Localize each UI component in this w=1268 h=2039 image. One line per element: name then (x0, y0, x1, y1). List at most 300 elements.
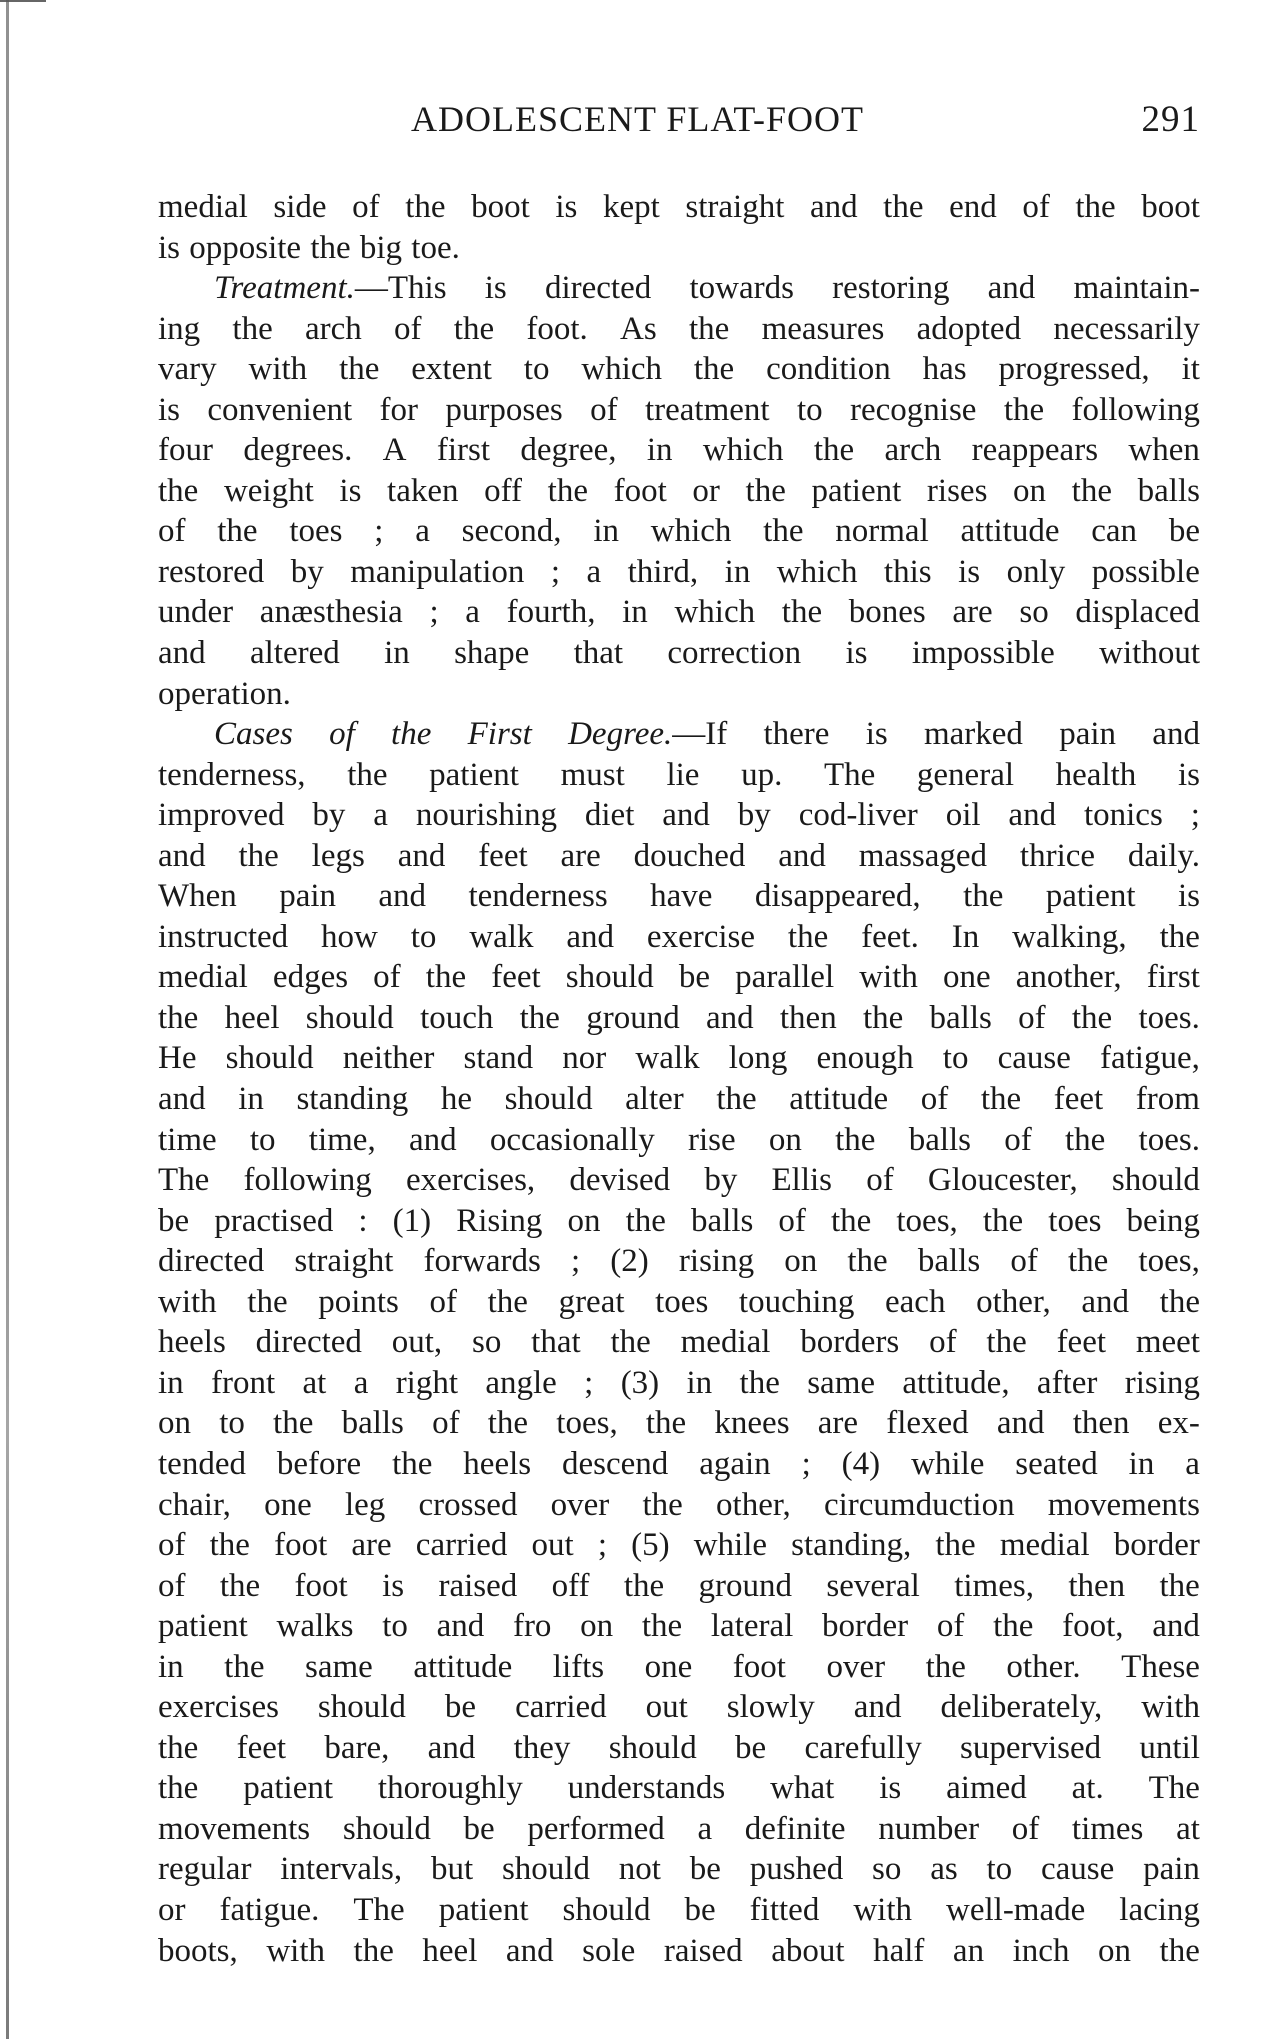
word: and (397, 837, 446, 874)
word: the (232, 310, 273, 347)
text-line (158, 1120, 1200, 1161)
word: ex- (1157, 1405, 1200, 1442)
text-line (158, 917, 1200, 958)
word: aimed (946, 1770, 1027, 1807)
word: toes. (1138, 999, 1200, 1036)
word: to (382, 1608, 408, 1645)
word: Ellis (771, 1162, 833, 1199)
word: the (1067, 1243, 1109, 1280)
word: how (321, 918, 378, 955)
word: a (465, 594, 480, 631)
word: and (427, 1729, 476, 1766)
word: when (1128, 432, 1200, 469)
word: second, (461, 513, 562, 550)
word: well-made (946, 1891, 1086, 1928)
word: the (862, 999, 904, 1036)
text-line (158, 1403, 1200, 1444)
word: borders (800, 1324, 900, 1361)
word: the (1003, 391, 1045, 428)
word: fourth, (506, 594, 596, 631)
word: with (248, 351, 308, 388)
word: daily. (1127, 837, 1200, 874)
word: is (958, 553, 981, 590)
word: movements (158, 1810, 311, 1847)
word: foot (613, 472, 667, 509)
word: the (925, 1648, 966, 1685)
word: same (305, 1648, 373, 1685)
word: walk (635, 1040, 700, 1077)
word: toes, (896, 1202, 958, 1239)
word: out (531, 1527, 574, 1564)
word: sole (582, 1932, 636, 1969)
word: with (859, 959, 918, 996)
text-line (158, 187, 1200, 228)
word: A (382, 432, 407, 469)
word: over (826, 1648, 886, 1685)
word: deliberately, (940, 1689, 1103, 1726)
word: to (986, 1851, 1013, 1888)
word: again (699, 1445, 771, 1482)
word: following (1071, 391, 1200, 428)
word: by (704, 1162, 738, 1199)
word: is (845, 635, 868, 672)
text-line (158, 1728, 1200, 1769)
word: it (1181, 351, 1200, 388)
body-text (158, 187, 1200, 1971)
word: displaced (1075, 594, 1200, 631)
word: fatigue, (1100, 1040, 1200, 1077)
word: the (487, 1405, 529, 1442)
word: heel (422, 1932, 478, 1969)
word: rises (926, 472, 988, 509)
word: extent (411, 351, 492, 388)
word: not (618, 1851, 661, 1888)
word: with (158, 1283, 217, 1320)
word: the (158, 1770, 199, 1807)
word: opposite (189, 229, 302, 266)
word: balls (908, 1121, 972, 1158)
word: the (745, 472, 786, 509)
word: raised (663, 1932, 743, 1969)
word: with (853, 1891, 912, 1928)
word: Treatment.—This (214, 270, 447, 307)
word: shape (454, 635, 530, 672)
word: have (650, 878, 713, 915)
italic-heading-word: Degree. (568, 716, 673, 753)
word: raised (438, 1567, 518, 1604)
word: possible (1091, 553, 1200, 590)
word: the (273, 1405, 314, 1442)
word: the (688, 310, 730, 347)
word: be (678, 959, 711, 996)
text-line (158, 674, 1200, 715)
word: the (392, 1445, 433, 1482)
word: the (310, 229, 351, 266)
word: thoroughly (377, 1770, 523, 1807)
text-line (158, 755, 1200, 796)
word: has (922, 351, 967, 388)
word: of (1011, 1810, 1040, 1847)
word: and (853, 1689, 902, 1726)
word: stand (463, 1040, 534, 1077)
word: forwards (423, 1243, 541, 1280)
text-line (158, 1890, 1200, 1931)
word: only (1006, 553, 1066, 590)
word: is (555, 189, 578, 225)
word: out (645, 1689, 688, 1726)
word: in (158, 1648, 184, 1685)
word: The (823, 756, 876, 793)
word: medial (158, 959, 248, 996)
text-line (158, 349, 1200, 390)
word: the (739, 1364, 780, 1401)
word: in (158, 1364, 184, 1401)
word: balls (341, 1405, 404, 1442)
word: legs (311, 837, 365, 874)
text-line (158, 1201, 1200, 1242)
word: seated (1015, 1445, 1098, 1482)
word: with (1141, 1689, 1200, 1726)
word: heel (224, 999, 280, 1036)
word: convenient (207, 391, 353, 428)
word: (3) (620, 1364, 660, 1401)
word: lateral (710, 1608, 794, 1645)
word: of (936, 1608, 965, 1645)
word: of (590, 391, 618, 428)
word: ; (374, 513, 384, 550)
word: is (484, 270, 507, 307)
word: carried (515, 1689, 607, 1726)
word: to (523, 351, 550, 388)
word: kept (602, 189, 660, 225)
word: so (472, 1324, 502, 1361)
word: so (872, 1851, 902, 1888)
word: ; (429, 594, 439, 631)
word: which (776, 553, 858, 590)
word: be (684, 1891, 716, 1928)
word: off (484, 472, 523, 509)
word: third, (627, 553, 699, 590)
word: this (883, 553, 932, 590)
text-line (158, 1647, 1200, 1688)
word: ; (570, 1243, 581, 1280)
word: straight (294, 1243, 394, 1280)
word: which (702, 432, 784, 469)
word: knees (714, 1405, 790, 1442)
word: be (463, 1810, 495, 1847)
word: while (693, 1527, 768, 1564)
word: are (351, 1527, 392, 1564)
word: the (1071, 472, 1112, 509)
word (214, 714, 293, 755)
word: towards (689, 270, 794, 307)
word: out, (391, 1324, 443, 1361)
word: the (763, 513, 804, 550)
word: the (1075, 189, 1116, 225)
word: the (645, 1405, 687, 1442)
word: massaged (858, 837, 988, 874)
word (468, 714, 532, 755)
word: other, (716, 1486, 791, 1523)
word: fro (512, 1608, 552, 1645)
running-title: ADOLESCENT FLAT-FOOT (411, 99, 865, 139)
word: at (1176, 1810, 1200, 1847)
word: by (290, 553, 324, 590)
word: one (943, 959, 991, 996)
word: first (436, 432, 491, 469)
word: in (724, 553, 751, 590)
word: that (531, 1324, 581, 1361)
word: great (558, 1283, 625, 1320)
word: attitude (413, 1648, 513, 1685)
word: definite (744, 1810, 846, 1847)
word: nourishing (415, 797, 557, 834)
text-line (158, 795, 1200, 836)
word: of (429, 1283, 458, 1320)
word: number (878, 1810, 980, 1847)
word: several (826, 1567, 920, 1604)
word: of (352, 189, 380, 225)
word: in (1128, 1445, 1155, 1482)
word: the (1159, 1567, 1200, 1604)
word: so (1019, 594, 1049, 631)
text-line (158, 714, 1200, 755)
word: the (610, 1324, 651, 1361)
text-line (158, 1160, 1200, 1201)
word: which (581, 351, 662, 388)
word: recognise (850, 391, 977, 428)
word: and (378, 878, 427, 915)
word: with (266, 1932, 325, 1969)
text-line (158, 471, 1200, 512)
word: carried (415, 1527, 508, 1564)
word: boots, (158, 1932, 238, 1969)
word: is (382, 1567, 405, 1604)
word: In (951, 918, 980, 955)
word: and (158, 837, 206, 874)
word: heels (158, 1324, 226, 1361)
word: a (586, 553, 602, 590)
word: the (847, 1243, 888, 1280)
word: while (911, 1445, 985, 1482)
word: of (158, 1567, 186, 1604)
word: carefully (804, 1729, 922, 1766)
word: straight (685, 189, 785, 225)
word: the (547, 472, 588, 509)
word: the (1064, 1121, 1106, 1158)
word: or (158, 1891, 186, 1928)
word: toes. (1138, 1121, 1200, 1158)
word: cod-liver (798, 797, 918, 834)
word: without (1099, 635, 1200, 672)
word: descend (562, 1445, 669, 1482)
word: are (952, 594, 993, 631)
word: half (873, 1932, 925, 1969)
word: and (809, 189, 858, 225)
word: and (996, 1405, 1045, 1442)
word: same (807, 1364, 876, 1401)
word: in (593, 513, 619, 550)
word: be (735, 1729, 767, 1766)
word: the (158, 999, 199, 1036)
word: restored (158, 553, 265, 590)
word: medial (158, 189, 248, 225)
word: cause (1041, 1851, 1115, 1888)
word: toes, (1138, 1243, 1200, 1280)
word: tenderness (468, 878, 608, 915)
word: ; (801, 1445, 811, 1482)
word: or (692, 472, 720, 509)
word: inch (1012, 1932, 1070, 1969)
word: feet (478, 837, 528, 874)
word: the (1071, 999, 1113, 1036)
word: side (273, 189, 327, 225)
word: and (1152, 716, 1200, 753)
word: and (705, 999, 754, 1036)
word: the (219, 1567, 261, 1604)
word: is (865, 716, 888, 753)
word: degrees. (243, 432, 353, 469)
word: regular (158, 1851, 252, 1888)
word: until (1139, 1729, 1200, 1766)
word: progressed, (998, 351, 1150, 388)
word: one (264, 1486, 312, 1523)
word: and (408, 1121, 457, 1158)
word: walks (276, 1608, 354, 1645)
word: crossed (418, 1486, 518, 1523)
word: the (642, 1486, 683, 1523)
word: These (1121, 1648, 1200, 1685)
word: As (620, 310, 657, 347)
word: which (650, 513, 732, 550)
text-line (158, 1931, 1200, 1972)
word: The (1148, 1770, 1200, 1807)
word: on (768, 1121, 802, 1158)
text-line (158, 1566, 1200, 1607)
word: tenderness, (158, 756, 306, 793)
word: a (353, 1364, 369, 1401)
word: bones (848, 594, 926, 631)
text-line (158, 1525, 1200, 1566)
word: the (238, 837, 279, 874)
word: but (430, 1851, 474, 1888)
word: purposes (445, 391, 563, 428)
word: lacing (1119, 1891, 1200, 1928)
word: performed (527, 1810, 665, 1847)
text-line (158, 552, 1200, 593)
text-line (158, 511, 1200, 552)
word: be (158, 1202, 190, 1239)
word: another, (1015, 959, 1122, 996)
word: degree, (520, 432, 617, 469)
word: adopted (916, 310, 1022, 347)
word: the (1159, 918, 1200, 955)
word: up. (741, 756, 783, 793)
text-line (158, 1606, 1200, 1647)
word: and (505, 1932, 554, 1969)
word: rising (1124, 1364, 1200, 1401)
word: measures (761, 310, 885, 347)
word: and (1081, 1283, 1130, 1320)
word: is (1177, 756, 1200, 793)
word: normal (835, 513, 929, 550)
word: ground (586, 999, 680, 1036)
word: to (249, 1121, 276, 1158)
word: patient (1045, 878, 1136, 915)
word: He (158, 1040, 197, 1077)
text-line (158, 1038, 1200, 1079)
word: nor (562, 1040, 607, 1077)
word: on (1098, 1932, 1131, 1969)
word: in (622, 594, 648, 631)
text-line (158, 1079, 1200, 1120)
word: is (158, 229, 181, 266)
word: foot (732, 1648, 786, 1685)
word: the (963, 878, 1004, 915)
word: medial (999, 1527, 1090, 1564)
word: a (1185, 1445, 1200, 1482)
word: then (1068, 1567, 1126, 1604)
word: the (224, 1648, 265, 1685)
word: disappeared, (754, 878, 921, 915)
word: arch (884, 432, 942, 469)
word: (5) (631, 1527, 670, 1564)
word: patient (243, 1770, 334, 1807)
word: fitted (749, 1891, 820, 1928)
word: be (1168, 513, 1200, 550)
word: off (551, 1567, 590, 1604)
word: a (415, 513, 430, 550)
word: tended (158, 1445, 246, 1482)
word: foot (294, 1567, 348, 1604)
word: four (158, 432, 213, 469)
word: be (444, 1689, 477, 1726)
word: about (771, 1932, 845, 1969)
text-line (158, 430, 1200, 471)
word: balls (691, 1202, 754, 1239)
word: feet (236, 1729, 287, 1766)
word: pain (1143, 1851, 1200, 1888)
word: the (1159, 1283, 1200, 1320)
word: boot (471, 189, 530, 225)
word: directed (544, 270, 652, 307)
word: time (158, 1121, 217, 1158)
word: condition (766, 351, 891, 388)
word: leg (344, 1486, 386, 1523)
word: of (778, 1202, 806, 1239)
italic-heading-word: the (391, 716, 432, 753)
text-line (158, 1282, 1200, 1323)
word: flexed (886, 1405, 969, 1442)
word: neither (342, 1040, 435, 1077)
word: by (737, 797, 771, 834)
word: of (1018, 999, 1046, 1036)
word: restoring (832, 270, 950, 307)
word: first (1146, 959, 1200, 996)
word: at. (1071, 1770, 1104, 1807)
word: attitude (789, 1081, 889, 1118)
word: cause (997, 1040, 1071, 1077)
word: other, (976, 1283, 1051, 1320)
word: manipulation (350, 553, 525, 590)
word: fatigue. (219, 1891, 320, 1928)
word: the (781, 594, 823, 631)
text-line (158, 1768, 1200, 1809)
word: over (550, 1486, 610, 1523)
word: exercises (158, 1689, 279, 1726)
word: diet (584, 797, 635, 834)
text-line (158, 309, 1200, 350)
